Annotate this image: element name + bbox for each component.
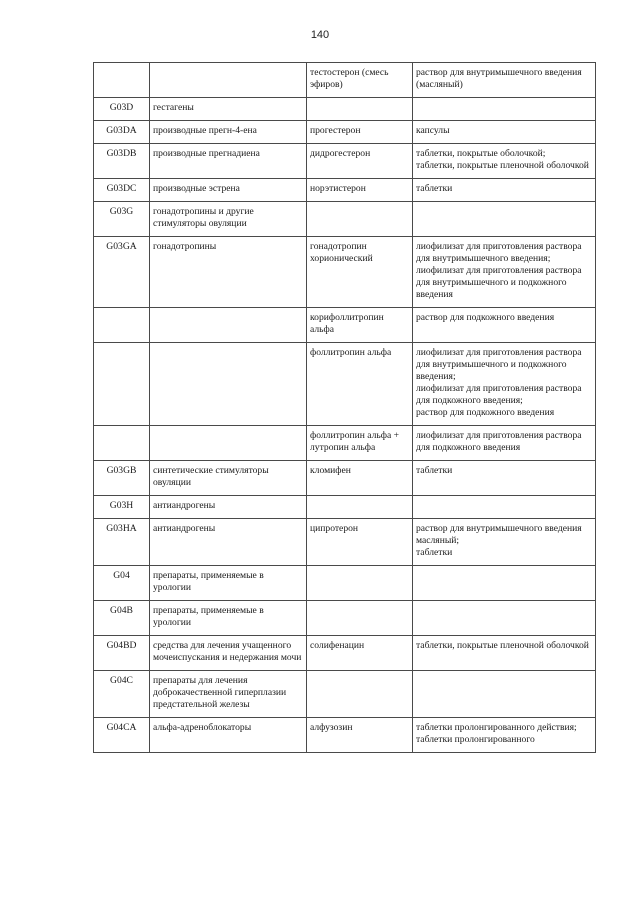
- anatomic-group-cell: [150, 63, 307, 98]
- drug-name-cell: алфузозин: [307, 718, 413, 753]
- drug-name-cell: кломифен: [307, 461, 413, 496]
- dosage-form-line: раствор для подкожного введения: [416, 407, 555, 418]
- anatomic-group-cell: препараты для лечения доброкачественной гиперплазии предстательной железы: [150, 671, 307, 718]
- drug-name-cell: [307, 601, 413, 636]
- table-row: [94, 671, 596, 718]
- drug-name-cell: тестостерон (смесь эфиров): [307, 63, 413, 98]
- dosage-form-cell: [413, 98, 596, 121]
- table-row: [94, 179, 596, 202]
- dosage-form-cell: [413, 636, 596, 671]
- dosage-form-cell: [413, 343, 596, 426]
- atc-code-cell: G03GA: [94, 237, 150, 308]
- dosage-form-line: лиофилизат для приготовления раствора для подкожного введения;: [416, 383, 582, 406]
- dosage-form-cell: [413, 426, 596, 461]
- drug-name-cell: норэтистерон: [307, 179, 413, 202]
- drug-name-cell: [307, 566, 413, 601]
- anatomic-group-cell: гестагены: [150, 98, 307, 121]
- dosage-form-line: раствор для внутримышечного введения масляный;: [416, 523, 582, 546]
- anatomic-group-cell: гонадотропины и другие стимуляторы овуляции: [150, 202, 307, 237]
- dosage-form-cell: [413, 566, 596, 601]
- drug-name-cell: ципротерон: [307, 519, 413, 566]
- atc-code-cell: G04C: [94, 671, 150, 718]
- atc-code-cell: [94, 426, 150, 461]
- anatomic-group-cell: производные эстрена: [150, 179, 307, 202]
- table-row: [94, 601, 596, 636]
- table-body: [94, 63, 596, 753]
- dosage-form-cell: [413, 718, 596, 753]
- anatomic-group-cell: [150, 426, 307, 461]
- table-row: [94, 496, 596, 519]
- table-row: [94, 121, 596, 144]
- anatomic-group-cell: [150, 308, 307, 343]
- table-row: [94, 144, 596, 179]
- dosage-form-line: капсулы: [416, 125, 450, 136]
- table-row: [94, 63, 596, 98]
- atc-code-cell: G03DC: [94, 179, 150, 202]
- atc-code-cell: G04BD: [94, 636, 150, 671]
- atc-code-cell: [94, 308, 150, 343]
- dosage-form-line: лиофилизат для приготовления раствора для подкожного введения: [416, 430, 582, 453]
- drug-name-cell: [307, 202, 413, 237]
- table-row: [94, 308, 596, 343]
- anatomic-group-cell: антиандрогены: [150, 519, 307, 566]
- atc-code-cell: G03HA: [94, 519, 150, 566]
- dosage-form-line: таблетки пролонгированного действия;: [416, 722, 577, 733]
- dosage-form-line: таблетки: [416, 465, 453, 476]
- dosage-form-line: лиофилизат для приготовления раствора для внутримышечного и подкожного введения: [416, 265, 582, 300]
- atc-code-cell: G03G: [94, 202, 150, 237]
- table-row: [94, 519, 596, 566]
- atc-code-cell: G03H: [94, 496, 150, 519]
- atc-code-cell: G04: [94, 566, 150, 601]
- drug-name-cell: [307, 98, 413, 121]
- atc-code-cell: G03DA: [94, 121, 150, 144]
- dosage-form-line: таблетки, покрытые пленочной оболочкой: [416, 640, 589, 651]
- atc-code-cell: G04CA: [94, 718, 150, 753]
- drug-name-cell: фоллитропин альфа + лутропин альфа: [307, 426, 413, 461]
- table-row: [94, 202, 596, 237]
- table-row: [94, 636, 596, 671]
- drug-name-cell: дидрогестерон: [307, 144, 413, 179]
- table-row: [94, 237, 596, 308]
- dosage-form-cell: [413, 496, 596, 519]
- dosage-form-cell: [413, 237, 596, 308]
- dosage-form-line: таблетки: [416, 547, 453, 558]
- anatomic-group-cell: гонадотропины: [150, 237, 307, 308]
- dosage-form-cell: [413, 63, 596, 98]
- atc-code-cell: G03DB: [94, 144, 150, 179]
- anatomic-group-cell: средства для лечения учащенного мочеиспускания и недержания мочи: [150, 636, 307, 671]
- drug-name-cell: гонадотропин хорионический: [307, 237, 413, 308]
- dosage-form-cell: [413, 308, 596, 343]
- atc-code-cell: G03GB: [94, 461, 150, 496]
- dosage-form-cell: [413, 519, 596, 566]
- drug-table: [93, 62, 596, 753]
- dosage-form-cell: [413, 202, 596, 237]
- table-row: [94, 718, 596, 753]
- dosage-form-cell: [413, 601, 596, 636]
- dosage-form-line: раствор для внутримышечного введения (масляный): [416, 67, 582, 90]
- dosage-form-line: лиофилизат для приготовления раствора для внутримышечного введения;: [416, 241, 582, 264]
- anatomic-group-cell: [150, 343, 307, 426]
- dosage-form-line: таблетки, покрытые пленочной оболочкой: [416, 160, 589, 171]
- table-row: [94, 426, 596, 461]
- drug-name-cell: фоллитропин альфа: [307, 343, 413, 426]
- drug-name-cell: [307, 496, 413, 519]
- dosage-form-cell: [413, 121, 596, 144]
- dosage-form-line: таблетки: [416, 183, 453, 194]
- anatomic-group-cell: синтетические стимуляторы овуляции: [150, 461, 307, 496]
- dosage-form-cell: [413, 179, 596, 202]
- drug-name-cell: солифенацин: [307, 636, 413, 671]
- anatomic-group-cell: препараты, применяемые в урологии: [150, 566, 307, 601]
- drug-name-cell: прогестерон: [307, 121, 413, 144]
- anatomic-group-cell: антиандрогены: [150, 496, 307, 519]
- atc-code-cell: [94, 343, 150, 426]
- atc-code-cell: G03D: [94, 98, 150, 121]
- dosage-form-cell: [413, 144, 596, 179]
- anatomic-group-cell: препараты, применяемые в урологии: [150, 601, 307, 636]
- table-row: [94, 566, 596, 601]
- dosage-form-line: лиофилизат для приготовления раствора для внутримышечного и подкожного введения;: [416, 347, 582, 382]
- dosage-form-cell: [413, 671, 596, 718]
- dosage-form-line: таблетки пролонгированного: [416, 734, 535, 745]
- dosage-form-line: раствор для подкожного введения: [416, 312, 555, 323]
- drug-name-cell: [307, 671, 413, 718]
- anatomic-group-cell: производные прегнадиена: [150, 144, 307, 179]
- atc-code-cell: G04B: [94, 601, 150, 636]
- page-number: 140: [310, 29, 330, 41]
- dosage-form-line: таблетки, покрытые оболочкой;: [416, 148, 546, 159]
- anatomic-group-cell: альфа-адреноблокаторы: [150, 718, 307, 753]
- anatomic-group-cell: производные прегн-4-ена: [150, 121, 307, 144]
- table-row: [94, 461, 596, 496]
- dosage-form-cell: [413, 461, 596, 496]
- table-row: [94, 343, 596, 426]
- drug-name-cell: корифоллитропин альфа: [307, 308, 413, 343]
- atc-code-cell: [94, 63, 150, 98]
- table-row: [94, 98, 596, 121]
